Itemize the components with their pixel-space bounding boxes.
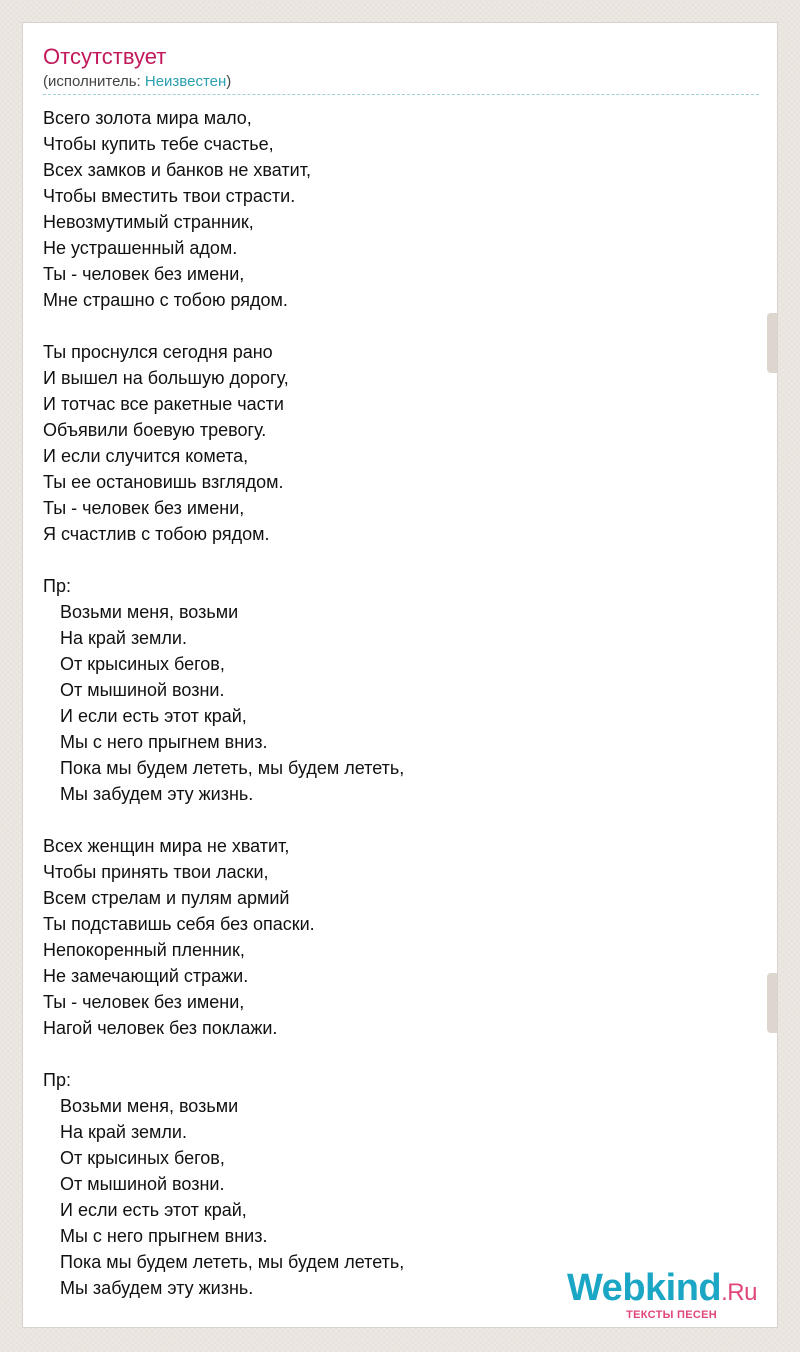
- lyrics-line: Ты проснулся сегодня рано: [43, 342, 273, 362]
- lyrics-card: [22, 22, 778, 1328]
- lyrics-line: Всем стрелам и пулям армий: [43, 888, 290, 908]
- lyrics-line: Нагой человек без поклажи.: [43, 1018, 278, 1038]
- edge-decoration: [767, 973, 777, 1033]
- lyrics-line: Ты подставишь себя без опаски.: [43, 914, 315, 934]
- site-logo[interactable]: [567, 1269, 757, 1321]
- title-divider: [43, 94, 759, 95]
- lyrics-line: Чтобы принять твои ласки,: [43, 862, 269, 882]
- lyrics-line: Ты ее остановишь взглядом.: [43, 472, 284, 492]
- lyrics-line: Всего золота мира мало,: [43, 108, 252, 128]
- lyrics-line: Невозмутимый странник,: [43, 212, 254, 232]
- artist-prefix: (исполнитель:: [43, 73, 145, 90]
- lyrics-line: Непокоренный пленник,: [43, 940, 245, 960]
- lyrics-line: Не замечающий стражи.: [43, 966, 249, 986]
- lyrics-line: Чтобы купить тебе счастье,: [43, 134, 274, 154]
- artist-line: [43, 73, 231, 91]
- lyrics-line: Не устрашенный адом.: [43, 238, 238, 258]
- lyrics-line: Всех женщин мира не хватит,: [43, 836, 290, 856]
- lyrics-line: Объявили боевую тревогу.: [43, 420, 267, 440]
- logo-name: Webkind: [567, 1267, 722, 1309]
- lyrics-line: На край земли.: [60, 1122, 187, 1142]
- lyrics-line: Ты - человек без имени,: [43, 992, 245, 1012]
- lyrics-line: Пр:: [43, 576, 71, 596]
- artist-suffix: ): [226, 73, 232, 90]
- lyrics-line: От мышиной возни.: [60, 1174, 225, 1194]
- lyrics-line: Ты - человек без имени,: [43, 264, 245, 284]
- lyrics-line: И если есть этот край,: [60, 1200, 247, 1220]
- lyrics-text: [43, 105, 404, 1301]
- lyrics-line: Мы забудем эту жизнь.: [60, 784, 254, 804]
- lyrics-line: Всех замков и банков не хватит,: [43, 160, 311, 180]
- logo-wordmark: [567, 1269, 757, 1312]
- lyrics-line: Пока мы будем лететь, мы будем лететь,: [60, 758, 405, 778]
- logo-tld: .Ru: [721, 1279, 757, 1306]
- edge-decoration: [767, 313, 777, 373]
- lyrics-line: От крысиных бегов,: [60, 1148, 225, 1168]
- lyrics-blank-line: [43, 1041, 404, 1067]
- lyrics-line: Чтобы вместить твои страсти.: [43, 186, 296, 206]
- lyrics-line: Пр:: [43, 1070, 71, 1090]
- lyrics-blank-line: [43, 547, 404, 573]
- lyrics-line: Мне страшно с тобою рядом.: [43, 290, 288, 310]
- lyrics-line: Мы с него прыгнем вниз.: [60, 1226, 268, 1246]
- lyrics-line: На край земли.: [60, 628, 187, 648]
- lyrics-line: Пока мы будем лететь, мы будем лететь,: [60, 1252, 405, 1272]
- lyrics-line: И если случится комета,: [43, 446, 249, 466]
- lyrics-line: И если есть этот край,: [60, 706, 247, 726]
- lyrics-line: И вышел на большую дорогу,: [43, 368, 289, 388]
- lyrics-line: И тотчас все ракетные части: [43, 394, 284, 414]
- lyrics-line: Мы забудем эту жизнь.: [60, 1278, 254, 1298]
- lyrics-line: Возьми меня, возьми: [60, 1096, 239, 1116]
- lyrics-line: От мышиной возни.: [60, 680, 225, 700]
- lyrics-line: Мы с него прыгнем вниз.: [60, 732, 268, 752]
- lyrics-line: От крысиных бегов,: [60, 654, 225, 674]
- song-title: Отсутствует: [43, 44, 167, 69]
- lyrics-line: Возьми меня, возьми: [60, 602, 239, 622]
- lyrics-blank-line: [43, 807, 404, 833]
- lyrics-line: Ты - человек без имени,: [43, 498, 245, 518]
- artist-link[interactable]: Неизвестен: [144, 73, 227, 90]
- lyrics-line: Я счастлив с тобою рядом.: [43, 524, 270, 544]
- logo-tagline: ТЕКСТЫ ПЕСЕН: [626, 1309, 717, 1321]
- lyrics-blank-line: [43, 313, 404, 339]
